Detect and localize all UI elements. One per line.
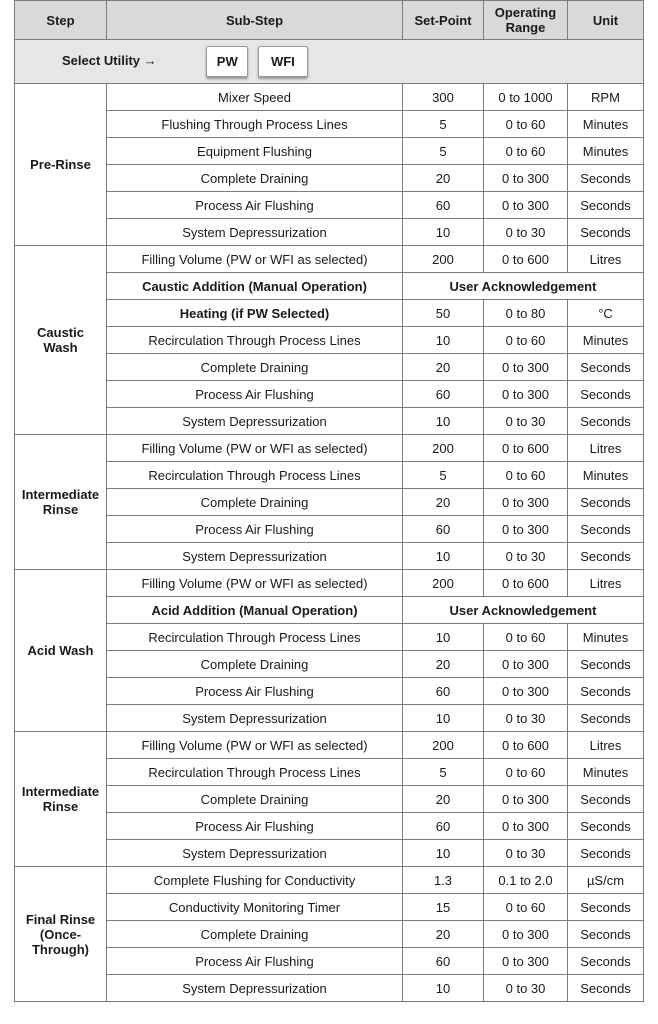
substep-cell: Filling Volume (PW or WFI as selected) (107, 435, 403, 462)
table-row (15, 138, 644, 165)
operating-range-cell: 0 to 60 (484, 624, 568, 651)
table-row (15, 975, 644, 1002)
table-row (15, 732, 644, 759)
step-name-cell: Intermediate Rinse (15, 435, 107, 570)
substep-cell: Complete Draining (107, 786, 403, 813)
table-row (15, 516, 644, 543)
table-row (15, 192, 644, 219)
step-name-cell: Pre-Rinse (15, 84, 107, 246)
unit-cell: Minutes (568, 462, 644, 489)
substep-cell: System Depressurization (107, 543, 403, 570)
setpoint-cell[interactable]: 10 (403, 327, 484, 354)
table-row (15, 813, 644, 840)
setpoint-cell[interactable]: 5 (403, 759, 484, 786)
operating-range-cell: 0 to 600 (484, 435, 568, 462)
substep-cell: System Depressurization (107, 975, 403, 1002)
table-row (15, 165, 644, 192)
table-row (15, 354, 644, 381)
unit-cell: Seconds (568, 489, 644, 516)
substep-cell: Complete Draining (107, 651, 403, 678)
unit-cell: Seconds (568, 921, 644, 948)
header-substep: Sub-Step (107, 1, 403, 40)
table-row (15, 246, 644, 273)
operating-range-cell: 0 to 30 (484, 840, 568, 867)
setpoint-cell[interactable]: 10 (403, 840, 484, 867)
recipe-table (14, 0, 644, 1002)
substep-cell: Process Air Flushing (107, 813, 403, 840)
unit-cell: Litres (568, 732, 644, 759)
operating-range-cell: 0 to 300 (484, 786, 568, 813)
substep-cell: Mixer Speed (107, 84, 403, 111)
table-row (15, 678, 644, 705)
substep-cell: Process Air Flushing (107, 948, 403, 975)
unit-cell: RPM (568, 84, 644, 111)
operating-range-cell: 0 to 300 (484, 489, 568, 516)
operating-range-cell: 0 to 300 (484, 678, 568, 705)
setpoint-cell[interactable]: 10 (403, 705, 484, 732)
operating-range-cell: 0 to 600 (484, 246, 568, 273)
unit-cell: Seconds (568, 975, 644, 1002)
unit-cell: Seconds (568, 678, 644, 705)
unit-cell: Seconds (568, 408, 644, 435)
unit-cell: Seconds (568, 786, 644, 813)
table-row (15, 867, 644, 894)
substep-cell: Process Air Flushing (107, 192, 403, 219)
operating-range-cell: 0 to 300 (484, 354, 568, 381)
wfi-button[interactable]: WFI (258, 46, 308, 77)
substep-cell: Filling Volume (PW or WFI as selected) (107, 732, 403, 759)
substep-cell: System Depressurization (107, 219, 403, 246)
setpoint-cell[interactable]: 10 (403, 408, 484, 435)
table-row (15, 597, 644, 624)
unit-cell: Seconds (568, 543, 644, 570)
select-utility-label: Select Utility → (62, 52, 157, 68)
unit-cell: Seconds (568, 219, 644, 246)
table-row (15, 705, 644, 732)
operating-range-cell: 0 to 60 (484, 759, 568, 786)
setpoint-cell[interactable]: 60 (403, 813, 484, 840)
table-row (15, 651, 644, 678)
unit-cell: µS/cm (568, 867, 644, 894)
substep-cell: Process Air Flushing (107, 516, 403, 543)
unit-cell: Seconds (568, 813, 644, 840)
operating-range-cell: 0 to 30 (484, 705, 568, 732)
unit-cell: Minutes (568, 327, 644, 354)
table-row (15, 624, 644, 651)
setpoint-cell[interactable]: 20 (403, 786, 484, 813)
step-name-cell: Intermediate Rinse (15, 732, 107, 867)
substep-cell: System Depressurization (107, 705, 403, 732)
setpoint-cell[interactable]: 60 (403, 381, 484, 408)
operating-range-cell: 0 to 300 (484, 381, 568, 408)
header-operating-range: Operating Range (484, 1, 568, 40)
substep-cell: Flushing Through Process Lines (107, 111, 403, 138)
operating-range-cell: 0 to 600 (484, 570, 568, 597)
operating-range-cell: 0 to 30 (484, 975, 568, 1002)
setpoint-cell[interactable]: 1.3 (403, 867, 484, 894)
setpoint-cell[interactable]: 50 (403, 300, 484, 327)
unit-cell: Minutes (568, 138, 644, 165)
unit-cell: Seconds (568, 705, 644, 732)
table-row (15, 219, 644, 246)
operating-range-cell: 0 to 30 (484, 543, 568, 570)
substep-cell: Recirculation Through Process Lines (107, 462, 403, 489)
operating-range-cell: 0 to 300 (484, 651, 568, 678)
operating-range-cell: 0 to 60 (484, 111, 568, 138)
unit-cell: Litres (568, 435, 644, 462)
setpoint-cell[interactable]: 20 (403, 165, 484, 192)
cip-recipe-panel (14, 0, 643, 1002)
substep-cell: Process Air Flushing (107, 381, 403, 408)
table-row (15, 543, 644, 570)
setpoint-cell[interactable]: 200 (403, 435, 484, 462)
step-name-cell: Caustic Wash (15, 246, 107, 435)
unit-cell: Seconds (568, 354, 644, 381)
unit-cell: Seconds (568, 165, 644, 192)
setpoint-cell[interactable]: 60 (403, 948, 484, 975)
table-row (15, 570, 644, 597)
setpoint-cell[interactable]: 60 (403, 678, 484, 705)
table-row (15, 948, 644, 975)
setpoint-cell[interactable]: 5 (403, 111, 484, 138)
setpoint-cell[interactable]: 10 (403, 624, 484, 651)
table-row (15, 300, 644, 327)
setpoint-cell[interactable]: 200 (403, 732, 484, 759)
operating-range-cell: 0 to 60 (484, 327, 568, 354)
substep-cell: Complete Draining (107, 489, 403, 516)
table-row (15, 435, 644, 462)
substep-cell: Caustic Addition (Manual Operation) (107, 273, 403, 300)
unit-cell: Seconds (568, 381, 644, 408)
setpoint-cell[interactable]: 10 (403, 543, 484, 570)
setpoint-cell[interactable]: 20 (403, 651, 484, 678)
operating-range-cell: 0 to 1000 (484, 84, 568, 111)
operating-range-cell: 0 to 80 (484, 300, 568, 327)
table-row (15, 840, 644, 867)
unit-cell: Seconds (568, 516, 644, 543)
setpoint-cell[interactable]: 10 (403, 219, 484, 246)
setpoint-cell[interactable]: 60 (403, 516, 484, 543)
setpoint-cell[interactable]: 20 (403, 489, 484, 516)
header-step: Step (15, 1, 107, 40)
operating-range-cell: 0 to 300 (484, 921, 568, 948)
header-setpoint: Set-Point (403, 1, 484, 40)
operating-range-cell: 0 to 300 (484, 813, 568, 840)
substep-cell: Filling Volume (PW or WFI as selected) (107, 246, 403, 273)
substep-cell: Equipment Flushing (107, 138, 403, 165)
setpoint-cell[interactable]: 200 (403, 570, 484, 597)
unit-cell: Minutes (568, 759, 644, 786)
unit-cell: Minutes (568, 111, 644, 138)
unit-cell: Seconds (568, 894, 644, 921)
table-row (15, 894, 644, 921)
substep-cell: Process Air Flushing (107, 678, 403, 705)
unit-cell: °C (568, 300, 644, 327)
table-row (15, 327, 644, 354)
step-name-cell: Acid Wash (15, 570, 107, 732)
substep-cell: Heating (if PW Selected) (107, 300, 403, 327)
operating-range-cell: 0 to 600 (484, 732, 568, 759)
unit-cell: Litres (568, 246, 644, 273)
operating-range-cell: 0 to 300 (484, 948, 568, 975)
operating-range-cell: 0 to 60 (484, 894, 568, 921)
table-row (15, 111, 644, 138)
setpoint-cell[interactable]: 5 (403, 138, 484, 165)
table-row (15, 84, 644, 111)
table-row (15, 921, 644, 948)
substep-cell: Conductivity Monitoring Timer (107, 894, 403, 921)
substep-cell: Complete Flushing for Conductivity (107, 867, 403, 894)
unit-cell: Seconds (568, 840, 644, 867)
table-row (15, 462, 644, 489)
setpoint-cell[interactable]: 5 (403, 462, 484, 489)
table-row (15, 759, 644, 786)
substep-cell: Complete Draining (107, 354, 403, 381)
table-header-row (15, 1, 644, 40)
step-name-cell: Final Rinse (Once-Through) (15, 867, 107, 1002)
pw-button[interactable]: PW (206, 46, 248, 77)
operating-range-cell: 0 to 30 (484, 219, 568, 246)
operating-range-cell: 0 to 300 (484, 192, 568, 219)
user-acknowledgement-cell[interactable]: User Acknowledgement (403, 273, 644, 300)
substep-cell: Filling Volume (PW or WFI as selected) (107, 570, 403, 597)
substep-cell: Recirculation Through Process Lines (107, 759, 403, 786)
unit-cell: Seconds (568, 948, 644, 975)
operating-range-cell: 0.1 to 2.0 (484, 867, 568, 894)
table-row (15, 273, 644, 300)
substep-cell: Complete Draining (107, 165, 403, 192)
unit-cell: Seconds (568, 651, 644, 678)
operating-range-cell: 0 to 60 (484, 138, 568, 165)
setpoint-cell[interactable]: 10 (403, 975, 484, 1002)
operating-range-cell: 0 to 30 (484, 408, 568, 435)
table-row (15, 489, 644, 516)
substep-cell: Complete Draining (107, 921, 403, 948)
table-row (15, 786, 644, 813)
user-acknowledgement-cell[interactable]: User Acknowledgement (403, 597, 644, 624)
header-unit: Unit (568, 1, 644, 40)
unit-cell: Minutes (568, 624, 644, 651)
setpoint-cell[interactable]: 200 (403, 246, 484, 273)
setpoint-cell[interactable]: 20 (403, 921, 484, 948)
operating-range-cell: 0 to 300 (484, 516, 568, 543)
unit-cell: Seconds (568, 192, 644, 219)
substep-cell: System Depressurization (107, 840, 403, 867)
setpoint-cell[interactable]: 15 (403, 894, 484, 921)
setpoint-cell[interactable]: 300 (403, 84, 484, 111)
table-row (15, 381, 644, 408)
setpoint-cell[interactable]: 60 (403, 192, 484, 219)
substep-cell: Acid Addition (Manual Operation) (107, 597, 403, 624)
substep-cell: System Depressurization (107, 408, 403, 435)
operating-range-cell: 0 to 60 (484, 462, 568, 489)
setpoint-cell[interactable]: 20 (403, 354, 484, 381)
unit-cell: Litres (568, 570, 644, 597)
substep-cell: Recirculation Through Process Lines (107, 327, 403, 354)
utility-select-row (15, 40, 644, 84)
operating-range-cell: 0 to 300 (484, 165, 568, 192)
table-row (15, 408, 644, 435)
substep-cell: Recirculation Through Process Lines (107, 624, 403, 651)
